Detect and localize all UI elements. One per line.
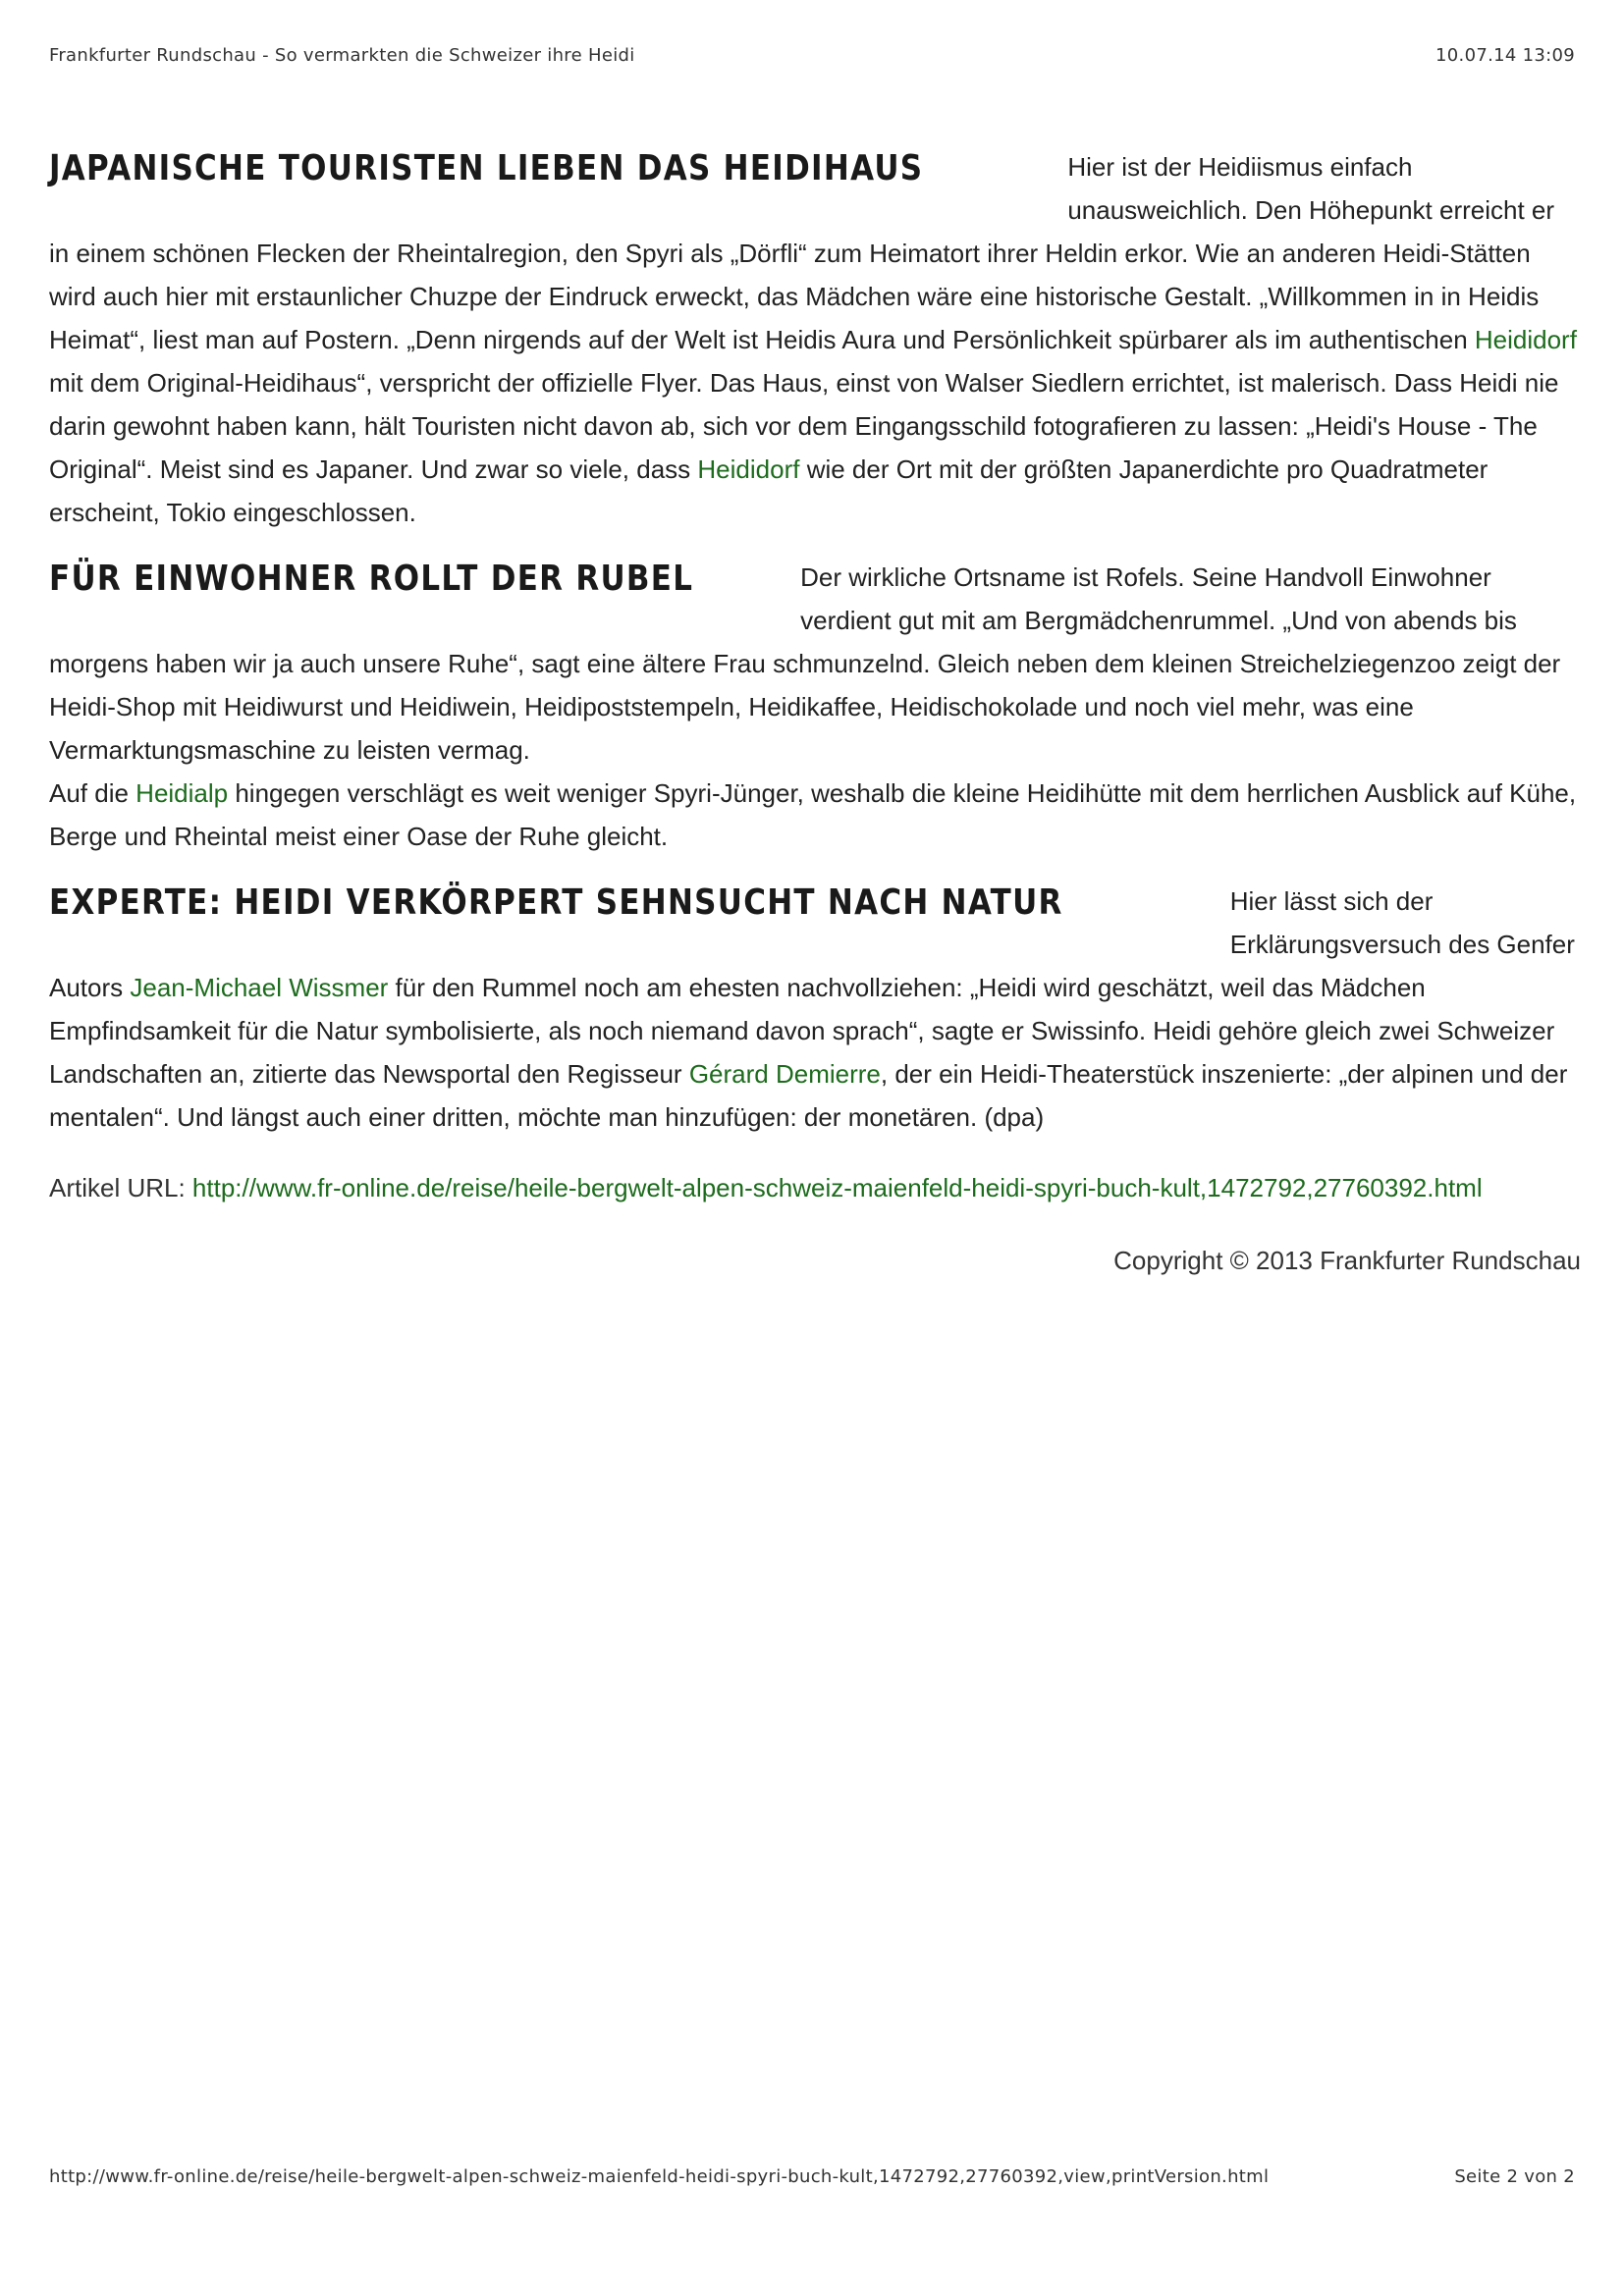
wissmer-link[interactable]: Jean-Michael Wissmer	[130, 973, 389, 1002]
header-datetime: 10.07.14 13:09	[1435, 45, 1575, 66]
paragraph-text: Auf die	[49, 778, 136, 808]
header-separator: -	[262, 45, 269, 66]
section-experte	[49, 880, 1581, 1139]
paragraph-text: Hier lässt sich der Erklärungsversuch des Genfer Autors	[49, 886, 1575, 1002]
paragraph-text: Der wirkliche Ortsname ist Rofels. Seine Handvoll Einwohner verdient gut mit am Bergmädchenrummel. „Und von abends bis morgens haben wir ja auch unsere Ruhe“, sagt eine ältere Frau schmunzelnd. Gleich neben dem kleinen Streichelziegenzoo zeigt der Heidi-Shop mit Heidiwurst und Heidiwein, Heidipoststempeln, Heidikaffee, Heidischokolade und noch viel mehr, was eine Vermarktungsmaschine zu leisten vermag.	[49, 562, 1561, 765]
footer-print-url: http://www.fr-online.de/reise/heile-bergwelt-alpen-schweiz-maienfeld-heidi-spyri-buch-kult,1472792,27760392,view,printVersion.html	[49, 2166, 1270, 2187]
copyright-notice: Copyright © 2013 Frankfurter Rundschau	[1113, 1246, 1581, 1275]
article-body	[49, 145, 1581, 1278]
paragraph-text: wie der Ort mit der größten Japanerdichte pro Quadratmeter erscheint, Tokio eingeschlossen.	[49, 454, 1489, 527]
footer-page-info: Seite 2 von 2	[1454, 2166, 1575, 2187]
section-paragraph	[49, 772, 1581, 858]
paragraph-text: Hier ist der Heidiismus einfach unausweichlich. Den Höhepunkt erreicht er in einem schönen Flecken der Rheintalregion, den Spyri als „Dörfli“ zum Heimatort ihrer Heldin erkor. Wie an anderen Heidi-Stätten wird auch hier mit erstaunlicher Chuzpe der Eindruck erweckt, das Mädchen wäre eine historische Gestalt. „Willkommen in in Heidis Heimat“, liest man auf Postern. „Denn nirgends auf der Welt ist Heidis Aura und Persönlichkeit spürbarer als im authentischen	[49, 152, 1555, 354]
heididorf-link[interactable]: Heididorf	[697, 454, 800, 484]
article-url-link[interactable]: http://www.fr-online.de/reise/heile-bergwelt-alpen-schweiz-maienfeld-heidi-spyri-buch-kult,1472792,27760392.html	[191, 1173, 1483, 1202]
section-rubel	[49, 556, 1581, 858]
header-title	[49, 45, 635, 66]
section-paragraph	[49, 145, 1581, 534]
article-url-label: Artikel URL:	[49, 1173, 192, 1202]
paragraph-text: für den Rummel noch am ehesten nachvollziehen: „Heidi wird geschätzt, weil das Mädchen Empfindsamkeit für die Natur symbolisierte, als noch niemand davon sprach“, sagte er Swissinfo. Heidi gehöre gleich zwei Schweizer Landschaften an, zitierte das Newsportal den Regisseur	[49, 973, 1555, 1089]
publication-name: Frankfurter Rundschau	[49, 45, 257, 66]
heidialp-link[interactable]: Heidialp	[135, 778, 229, 808]
heididorf-link[interactable]: Heididorf	[1474, 325, 1577, 354]
paragraph-text: , der ein Heidi-Theaterstück inszenierte: „der alpinen und der mentalen“. Und längst auch einer dritten, möchte man hinzufügen: der monetären. (dpa)	[49, 1059, 1568, 1132]
section-headline: FÜR EINWOHNER ROLLT DER RUBEL	[49, 559, 694, 599]
paragraph-text: hingegen verschlägt es weit weniger Spyri-Jünger, weshalb die kleine Heidihütte mit dem herrlichen Ausblick auf Kühe, Berge und Rheintal meist einer Oase der Ruhe gleicht.	[49, 778, 1577, 851]
article-url	[49, 1168, 1581, 1207]
article-title: So vermarkten die Schweizer ihre Heidi	[274, 45, 635, 66]
section-headline: EXPERTE: HEIDI VERKÖRPERT SEHNSUCHT NACH NATUR	[49, 882, 1063, 923]
section-headline: JAPANISCHE TOURISTEN LIEBEN DAS HEIDIHAUS	[49, 148, 924, 188]
demierre-link[interactable]: Gérard Demierre	[688, 1059, 881, 1089]
section-heidihaus	[49, 145, 1581, 534]
paragraph-text: mit dem Original-Heidihaus“, verspricht der offizielle Flyer. Das Haus, einst von Walser Siedlern errichtet, ist malerisch. Dass Heidi nie darin gewohnt haben kann, hält Touristen nicht davon ab, sich vor dem Eingangsschild fotografieren zu lassen: „Heidi's House - The Original“. Meist sind es Japaner. Und zwar so viele, dass	[49, 368, 1559, 484]
